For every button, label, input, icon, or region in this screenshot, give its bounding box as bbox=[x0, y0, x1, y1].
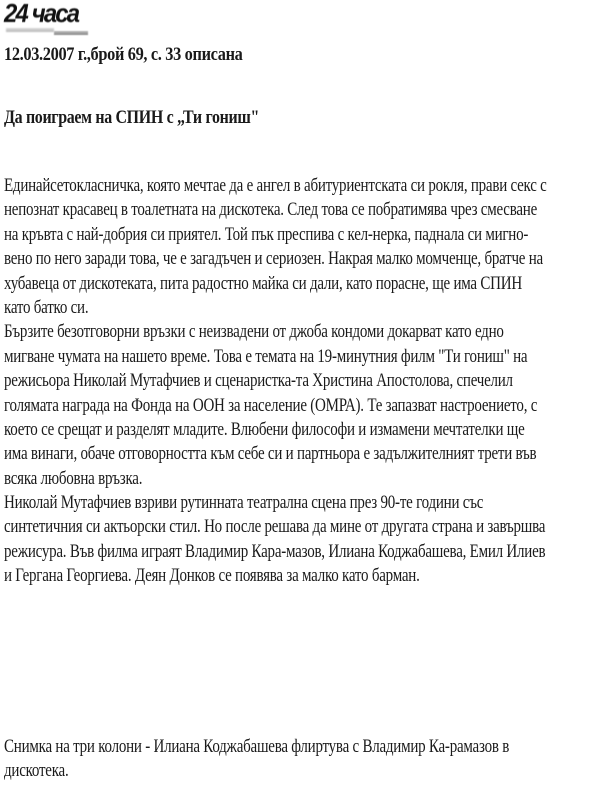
body-line: мигване чумата на нашето време. Това е темата на 19-минутния филм "Ти гониш" на bbox=[4, 345, 528, 367]
body-line: като батко си. bbox=[4, 296, 89, 318]
article-body bbox=[4, 174, 600, 589]
body-line: и Гергана Георгиева. Деян Донков се появява за малко като барман. bbox=[4, 565, 420, 587]
body-line: голямата награда на Фонда на ООН за население (ОМРА). Те запазват настроението, с bbox=[4, 394, 538, 416]
logo-underline-decoration bbox=[54, 31, 88, 35]
newspaper-logo bbox=[4, 2, 88, 36]
caption-line: Снимка на три колони - Илиана Коджабашева флиртува с Владимир Ка-рамазов в bbox=[4, 736, 510, 757]
body-line: режисьора Николай Мутафчиев и сценаристка-та Христина Апостолова, спечелил bbox=[4, 370, 513, 392]
body-line: непознат красавец в тоалетната на дискотека. След това се побратимява чрез смесване bbox=[4, 199, 538, 221]
body-line: Бързите безотговорни връзки с неизвадени от джоба кондоми докарват като едно bbox=[4, 321, 504, 343]
body-line: всяка любовна връзка. bbox=[4, 467, 143, 489]
article-headline: Да поиграем на СПИН с „Ти гониш" bbox=[4, 107, 259, 128]
logo-text: 24 часа bbox=[4, 0, 79, 28]
body-line: вено по него заради това, че е загадъчен и сериозен. Накрая малко момченце, братче на bbox=[4, 248, 543, 270]
body-line: на кръвта с най-добрия си приятел. Той пък преспива с кел-нерка, паднала си мигно- bbox=[4, 223, 529, 245]
body-line: Единайсетокласничка, която мечтае да е ангел в абитуриентската си рокля, прави секс с bbox=[4, 175, 547, 196]
photo-caption bbox=[4, 735, 600, 784]
caption-line: дискотека. bbox=[4, 760, 69, 782]
body-line: Николай Мутафчиев взриви рутинната театрална сцена през 90-те години със bbox=[4, 492, 484, 514]
body-line: синтетичния си актьорски стил. Но после решава да мине от другата страна и завършва bbox=[4, 516, 546, 538]
body-line: хубавеца от дискотеката, пита радостно майка си дали, като порасне, ще има СПИН bbox=[4, 272, 522, 294]
body-line: има винаги, обаче отговорността към себе си и партньора е задължителният трети във bbox=[4, 443, 537, 465]
body-line: режисура. Във филма играят Владимир Кара-мазов, Илиана Коджабашева, Емил Илиев bbox=[4, 540, 546, 562]
publication-meta: 12.03.2007 г.,брой 69, с. 33 описана bbox=[4, 44, 243, 65]
body-line: което се срещат и разделят младите. Влюбени философи и измамени мечтателки ще bbox=[4, 418, 525, 440]
